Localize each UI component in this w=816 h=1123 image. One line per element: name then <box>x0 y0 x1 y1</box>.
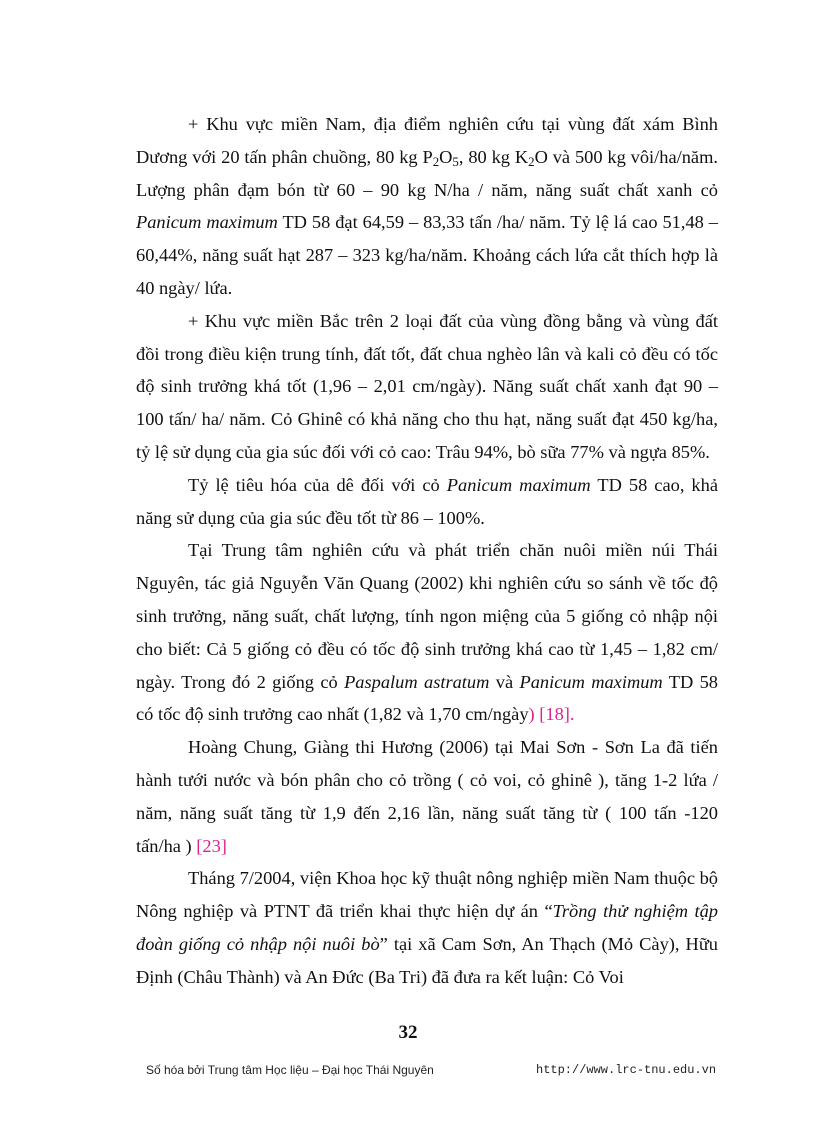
footer-url: http://www.lrc-tnu.edu.vn <box>536 1063 717 1077</box>
footer-source: Số hóa bởi Trung tâm Học liệu – Đại học Thái Nguyên <box>146 1063 434 1077</box>
citation-18: ) [18]. <box>528 704 575 725</box>
paragraph-son-la-study: Hoàng Chung, Giàng thi Hương (2006) tại Mai Sơn - Sơn La đã tiến hành tưới nước và bón phân cho cỏ trồng ( cỏ voi, cỏ ghinê ), tăng 1-2 lứa / năm, năng suất tăng từ 1,9 đến 2,16 lần, năng suất tăng từ ( 100 tấn -120 tấn/ha ) [23] <box>136 737 718 856</box>
paragraph-thai-nguyen-study: Tại Trung tâm nghiên cứu và phát triển chăn nuôi miền núi Thái Nguyên, tác giả Nguyễn Văn Quang (2002) khi nghiên cứu so sánh về tốc độ sinh trưởng, năng suất, chất lượng, tính ngon miệng của 5 giống cỏ nhập nội cho biết: Cả 5 giống cỏ đều có tốc độ sinh trưởng khá cao từ 1,45 – 1,82 cm/ ngày. Trong đó 2 giống cỏ Paspalum astratum và Panicum maximum TD 58 có tốc độ sinh trưởng cao nhất (1,82 và 1,70 cm/ngày) [18]. <box>136 540 718 725</box>
page-number: 32 <box>398 1022 418 1043</box>
paragraph-north-region: + Khu vực miền Bắc trên 2 loại đất của vùng đồng bằng và vùng đất đồi trong điều kiện trung tính, đất tốt, đất chua nghèo lân và kali cỏ đều có tốc độ sinh trưởng khá tốt (1,96 – 2,01 cm/ngày). Năng suất chất xanh đạt 90 – 100 tấn/ ha/ năm. Cỏ Ghinê có khả năng cho thu hạt, năng suất đạt 450 kg/ha, tỷ lệ sử dụng của gia súc đối với cỏ cao: Trâu 94%, bò sữa 77% và ngựa 85%. <box>136 310 718 462</box>
paragraph-digestibility: Tỷ lệ tiêu hóa của dê đối với cỏ Panicum maximum TD 58 cao, khả năng sử dụng của gia súc đều tốt từ 86 – 100%. <box>136 474 718 528</box>
document-body <box>136 108 718 994</box>
citation-23: [23] <box>196 835 227 856</box>
paragraph-south-region: + Khu vực miền Nam, địa điểm nghiên cứu tại vùng đất xám Bình Dương với 20 tấn phân chuồng, 80 kg $P_2O_5$, 80 kg $K_2O$ và 500 kg vôi/ha/năm. Lượng phân đạm bón từ 60 – 90 kg N/ha / năm, năng suất chất xanh cỏ Panicum maximum TD 58 đạt 64,59 – 83,33 tấn /ha/ năm. Tỷ lệ lá cao 51,48 – 60,44%, năng suất hạt 287 – 323 kg/ha/năm. Khoảng cách lứa cắt thích hợp là 40 ngày/ lứa. <box>136 114 718 298</box>
paragraph-south-institute-project: Tháng 7/2004, viện Khoa học kỹ thuật nông nghiệp miền Nam thuộc bộ Nông nghiệp và PTNT đã triển khai thực hiện dự án “Trồng thử nghiệm tập đoàn giống cỏ nhập nội nuôi bò” tại xã Cam Sơn, An Thạch (Mỏ Cày), Hữu Định (Châu Thành) và An Đức (Ba Tri) đã đưa ra kết luận: Cỏ Voi <box>136 868 718 987</box>
